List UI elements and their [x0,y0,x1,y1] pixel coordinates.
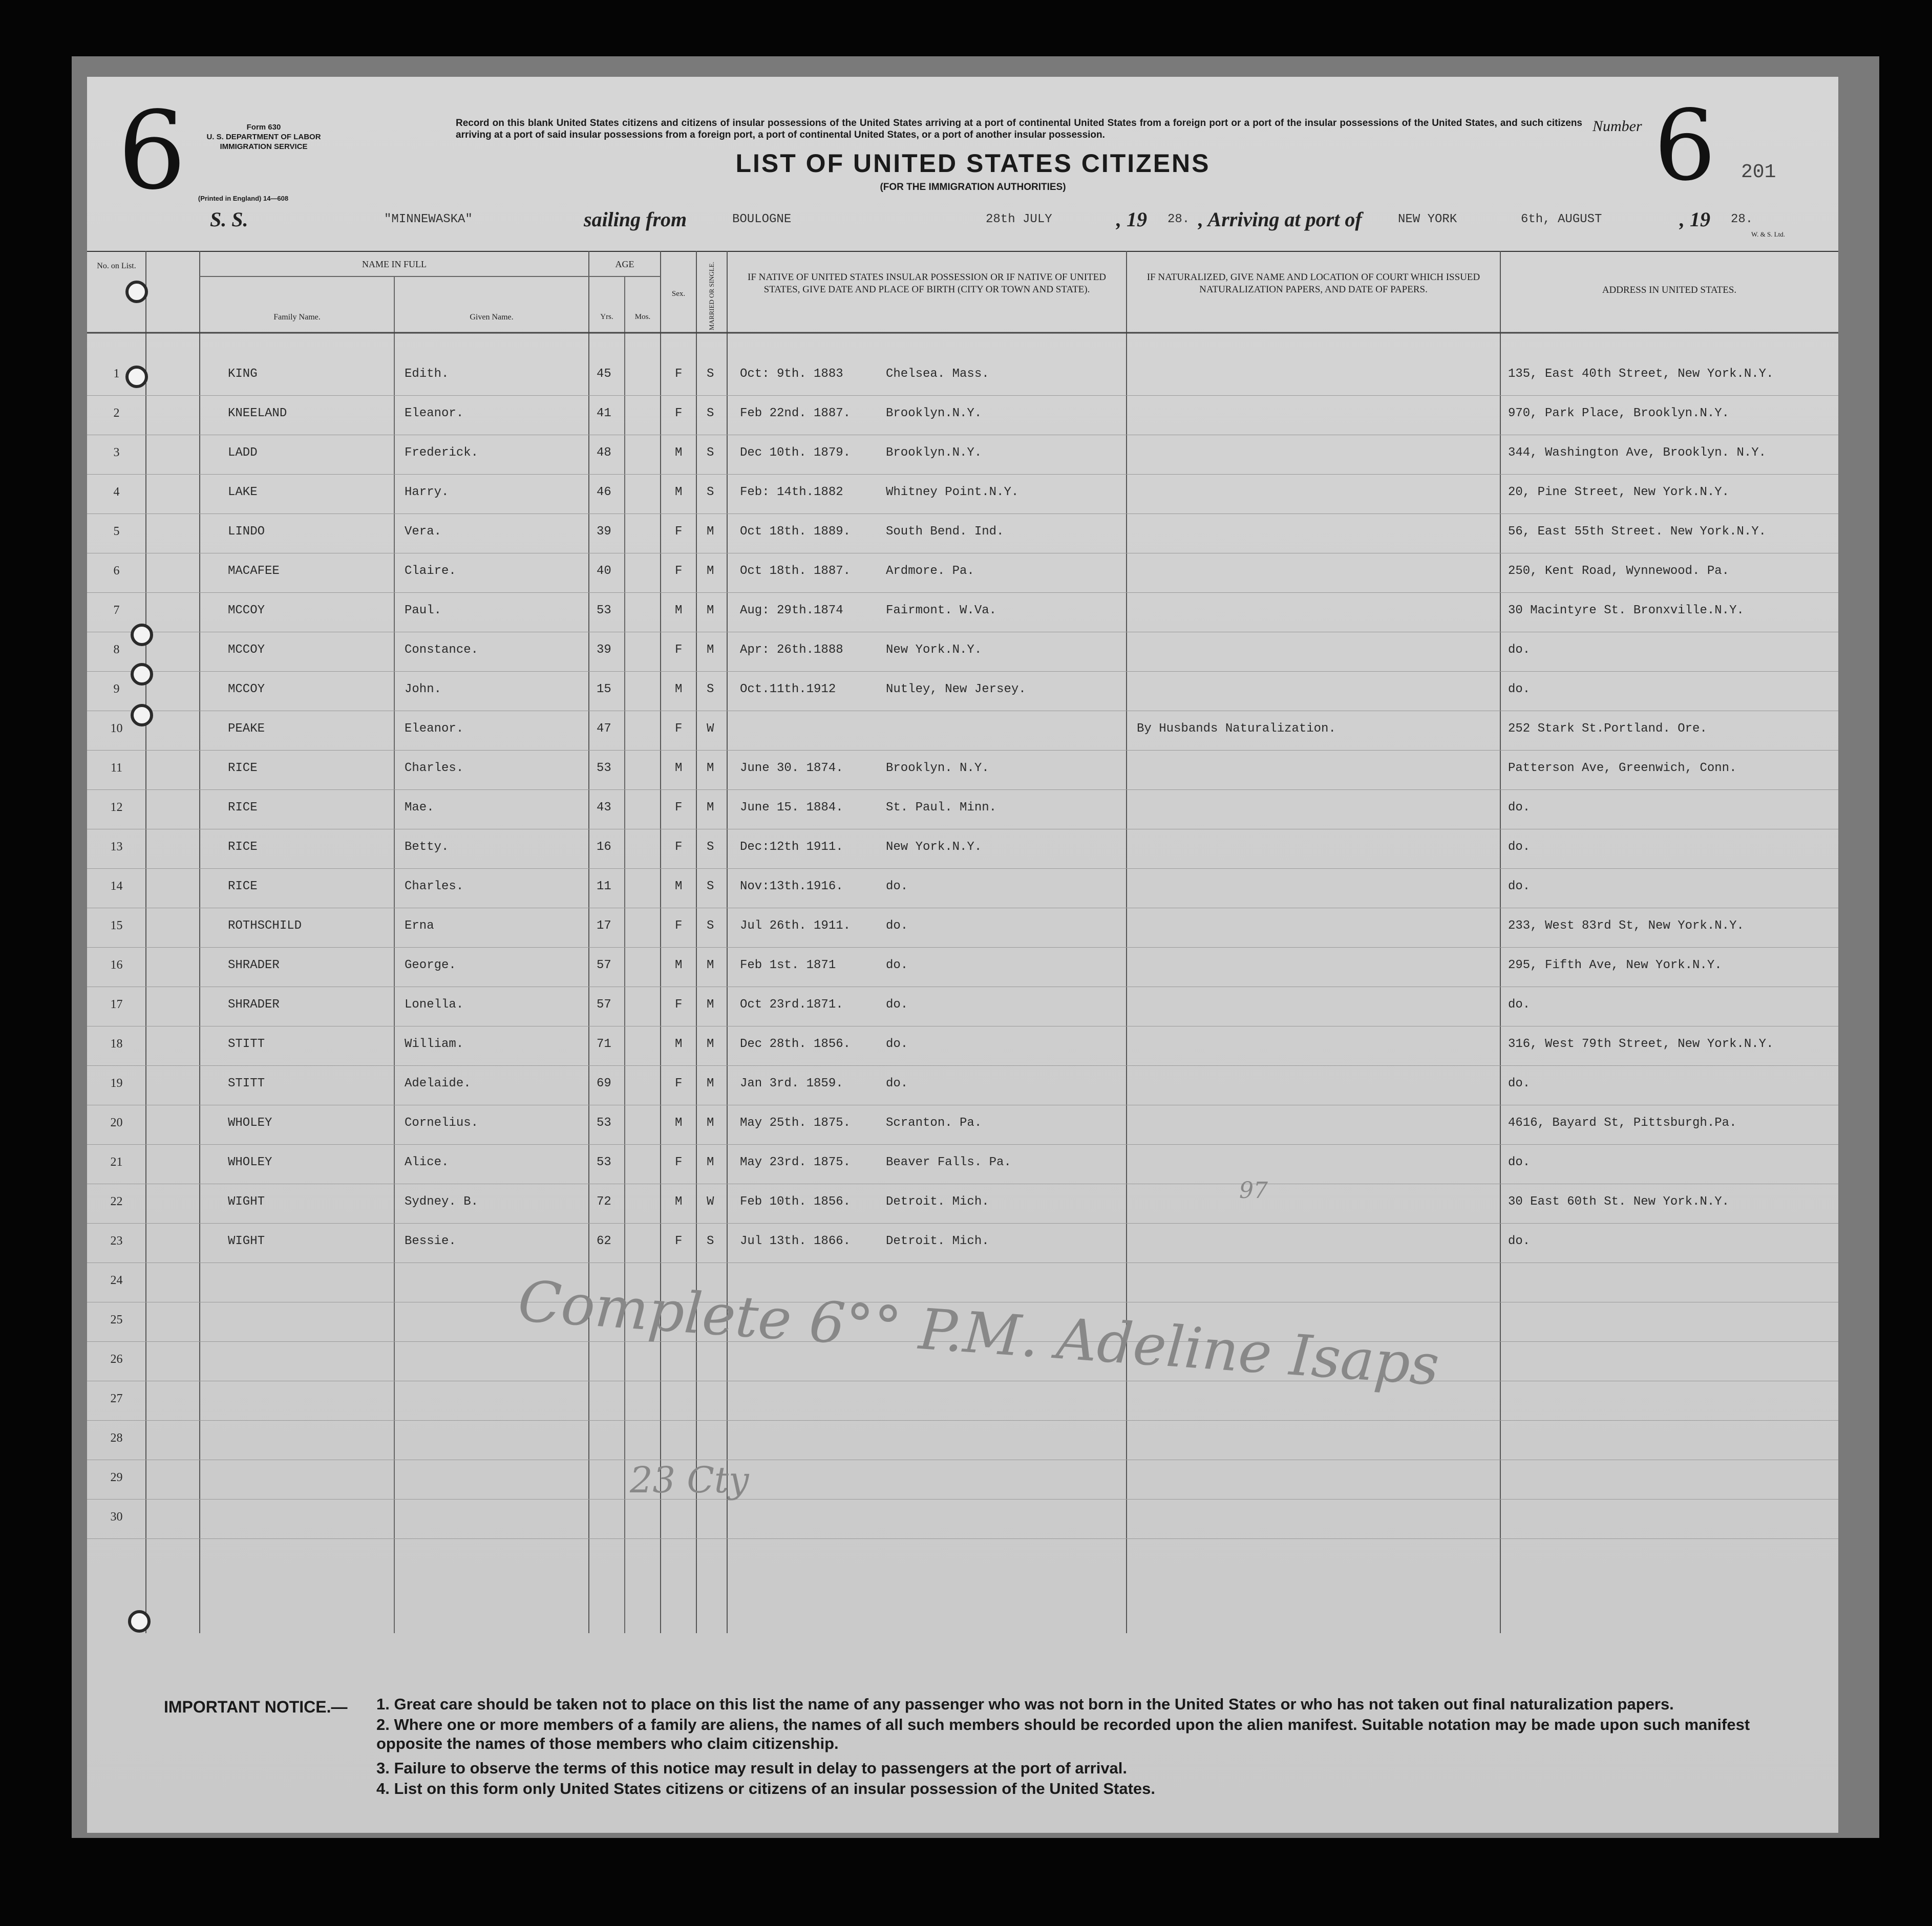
row-number: 12 [110,801,123,814]
notice-item-3: 3. Failure to observe the terms of this notice may result in delay to passengers at the port of arrival. [376,1759,1128,1777]
cell-given: Eleanor. [405,406,464,420]
cell-place: do. [886,1077,908,1090]
cell-given: Constance. [405,643,479,657]
arrival-date: 6th, AUGUST [1521,212,1602,226]
cell-family: LINDO [228,525,265,539]
cell-place: St. Paul. Minn. [886,801,997,815]
cell-date: Jul 26th. 1911. [740,919,851,933]
row-number: 2 [113,406,120,420]
cell-given: Betty. [405,840,449,854]
cell-sex: M [675,485,683,499]
binder-hole [125,366,148,388]
cell-addr: do. [1508,1155,1531,1169]
cell-date: Apr: 26th.1888 [740,643,843,657]
cell-yrs: 15 [597,682,611,696]
cell-family: RICE [228,840,258,854]
sheet-number-left: 6 [118,88,186,213]
col-married-single: MARRIED OR SINGLE. [707,262,715,331]
cell-family: MCCOY [228,682,265,696]
cell-place: Chelsea. Mass. [886,367,989,381]
cell-family: RICE [228,761,258,775]
cell-place: Nutley, New Jersey. [886,682,1026,696]
cell-yrs: 71 [597,1037,611,1051]
cell-sex: F [675,1077,683,1090]
cell-addr: do. [1508,801,1531,815]
ship-name: "MINNEWASKA" [384,212,473,226]
ss-label: S. S. [210,208,248,231]
page-number: 201 [1741,161,1776,183]
cell-addr: 4616, Bayard St, Pittsburgh.Pa. [1508,1116,1737,1130]
cell-date: Jul 13th. 1866. [740,1234,851,1248]
cell-date: Feb 1st. 1871 [740,958,836,972]
row-number: 24 [110,1274,123,1287]
cell-ms: M [707,604,714,617]
cell-given: Edith. [405,367,449,381]
notice-item-1: 1. Great care should be taken not to place on this list the name of any passenger who was not born in the United States or who has not taken out final naturalization papers. [376,1695,1674,1713]
cell-ms: M [707,998,714,1012]
cell-ms: M [707,564,714,578]
cell-family: WIGHT [228,1195,265,1209]
cell-yrs: 11 [597,880,611,893]
table-row [87,1381,1838,1421]
table-row [87,711,1838,751]
service: IMMIGRATION SERVICE [220,142,308,151]
cell-addr: 250, Kent Road, Wynnewood. Pa. [1508,564,1730,578]
cell-addr: 252 Stark St.Portland. Ore. [1508,722,1707,736]
row-number: 18 [110,1037,123,1051]
cell-sex: F [675,1155,683,1169]
cell-date: June 15. 1884. [740,801,843,815]
cell-sex: F [675,998,683,1012]
cell-given: Frederick. [405,446,479,460]
binder-hole [131,624,153,646]
cell-addr: 30 East 60th St. New York.N.Y. [1508,1195,1730,1209]
arriving-label: , Arriving at port of [1198,208,1362,231]
cell-family: SHRADER [228,998,280,1012]
cell-date: Jan 3rd. 1859. [740,1077,843,1090]
cell-addr: 30 Macintyre St. Bronxville.N.Y. [1508,604,1744,617]
cell-date: Oct: 9th. 1883 [740,367,843,381]
cell-ms: S [707,880,714,893]
table-row [87,671,1838,711]
cell-addr: do. [1508,880,1531,893]
cell-place: do. [886,919,908,933]
table-row [87,1144,1838,1184]
notice-item-2: 2. Where one or more members of a family are aliens, the names of all such members should be recorded upon the alien manifest. Suitable notation may be made upon such manifest opposite the names of those members who claim citizenship. [376,1716,1750,1753]
table-row [87,1105,1838,1145]
table-row [87,592,1838,632]
arrival-year-prefix: , 19 [1680,208,1710,231]
completion-note: Complete 6°° P.M. Adeline Isaps [516,1268,1441,1398]
cell-given: Cornelius. [405,1116,479,1130]
cell-sex: M [675,761,683,775]
row-number: 17 [110,998,123,1011]
cell-given: Alice. [405,1155,449,1169]
cell-date: Nov:13th.1916. [740,880,843,893]
table-row [87,789,1838,829]
col-naturalized: IF NATURALIZED, GIVE NAME AND LOCATION OF COURT WHICH ISSUED NATURALIZATION PAPERS, AND DATE OF PAPERS. [1147,272,1480,295]
cell-ms: M [707,958,714,972]
cell-given: John. [405,682,442,696]
cell-ms: M [707,525,714,539]
row-number: 26 [110,1353,123,1366]
printer-mark: W. & S. Ltd. [1751,230,1785,238]
col-given-name: Given Name. [470,313,514,322]
row-number: 23 [110,1234,123,1248]
cell-family: KNEELAND [228,406,287,420]
cell-yrs: 53 [597,1116,611,1130]
cell-yrs: 40 [597,564,611,578]
cell-ms: S [707,682,714,696]
row-number: 14 [110,880,123,893]
form-info [179,123,348,152]
cell-given: Paul. [405,604,442,617]
binder-hole [128,1610,151,1633]
cell-place: do. [886,1037,908,1051]
cell-addr: 56, East 55th Street. New York.N.Y. [1508,525,1767,539]
cell-family: WHOLEY [228,1116,272,1130]
row-number: 19 [110,1077,123,1090]
cell-given: Harry. [405,485,449,499]
table-row [87,395,1838,435]
cell-date: May 23rd. 1875. [740,1155,851,1169]
cell-family: RICE [228,880,258,893]
row-number: 9 [113,682,120,696]
cell-sex: F [675,525,683,539]
department: U. S. DEPARTMENT OF LABOR [206,132,321,141]
row-number: 16 [110,958,123,972]
table-row [87,1262,1838,1302]
notice-item-4: 4. List on this form only United States citizens or citizens of an insular possession of the United States. [376,1780,1155,1797]
cell-yrs: 53 [597,1155,611,1169]
col-sex: Sex. [671,290,686,298]
arrival-year: 28. [1731,212,1753,226]
table-row [87,1026,1838,1066]
sheet-number-right: 6 [1654,89,1716,202]
row-number: 8 [113,643,120,656]
cell-family: MCCOY [228,604,265,617]
cell-date: Feb 10th. 1856. [740,1195,851,1209]
cell-place: do. [886,958,908,972]
cell-ms: M [707,1116,714,1130]
cell-ms: S [707,919,714,933]
passenger-table [87,356,1838,1585]
cell-ms: S [707,446,714,460]
cell-sex: M [675,446,683,460]
cell-sex: F [675,564,683,578]
cell-date: Dec 10th. 1879. [740,446,851,460]
cell-place: Detroit. Mich. [886,1234,989,1248]
manifest-sheet [87,77,1838,1833]
cell-yrs: 57 [597,998,611,1012]
table-row [87,987,1838,1026]
cell-family: STITT [228,1077,265,1090]
cell-given: William. [405,1037,464,1051]
cell-ms: M [707,1037,714,1051]
cell-sex: M [675,1195,683,1209]
cell-addr: 970, Park Place, Brooklyn.N.Y. [1508,406,1730,420]
cell-given: Sydney. B. [405,1195,479,1209]
cell-sex: M [675,604,683,617]
table-row [87,632,1838,672]
nat-mark: 97 [1239,1178,1268,1204]
cell-yrs: 46 [597,485,611,499]
table-row [87,1065,1838,1105]
cell-ms: S [707,1234,714,1248]
row-number: 10 [110,722,123,735]
page-subtitle: (FOR THE IMMIGRATION AUTHORITIES) [880,182,1066,192]
cell-addr: do. [1508,1234,1531,1248]
table-row [87,356,1838,396]
cell-sex: F [675,1234,683,1248]
table-row [87,1184,1838,1224]
row-number: 30 [110,1510,123,1524]
cell-sex: M [675,958,683,972]
cell-yrs: 53 [597,761,611,775]
cell-sex: F [675,801,683,815]
table-row [87,868,1838,908]
row-number: 22 [110,1195,123,1208]
cell-ms: S [707,406,714,420]
cell-date: Dec:12th 1911. [740,840,843,854]
cell-place: Brooklyn. N.Y. [886,761,989,775]
cell-given: Charles. [405,880,464,893]
cell-date: Feb 22nd. 1887. [740,406,851,420]
col-no: No. on List. [97,262,136,270]
cell-family: KING [228,367,258,381]
record-instructions: Record on this blank United States citizens and citizens of insular possessions of the United States arriving at a port of continental United States from a foreign port or a port of the insular possessions of the United States, and such citizens arriving at a port of said insular possessions from a foreign port, a port of continental United States, or a port of another insular possession. [456,118,1582,140]
count-note: 23 Cty [630,1459,749,1501]
cell-yrs: 69 [597,1077,611,1090]
cell-given: Mae. [405,801,434,815]
cell-ms: M [707,801,714,815]
table-row [87,750,1838,790]
cell-place: South Bend. Ind. [886,525,1004,539]
cell-yrs: 62 [597,1234,611,1248]
col-address: ADDRESS IN UNITED STATES. [1602,285,1737,295]
col-age: AGE [615,259,634,269]
table-row [87,435,1838,475]
table-row [87,829,1838,869]
table-row [87,908,1838,948]
cell-given: George. [405,958,456,972]
cell-date: June 30. 1874. [740,761,843,775]
row-number: 11 [110,761,123,775]
cell-addr: do. [1508,682,1531,696]
row-number: 27 [110,1392,123,1405]
number-label: Number [1593,118,1642,135]
cell-family: WIGHT [228,1234,265,1248]
cell-sex: M [675,1116,683,1130]
cell-nat: By Husbands Naturalization. [1137,722,1336,736]
row-number: 5 [113,525,120,538]
cell-place: New York.N.Y. [886,840,982,854]
table-row [87,947,1838,987]
cell-given: Lonella. [405,998,464,1012]
binder-hole [131,663,153,686]
page-title: LIST OF UNITED STATES CITIZENS [735,149,1211,178]
cell-addr: 344, Washington Ave, Brooklyn. N.Y. [1508,446,1767,460]
cell-place: Brooklyn.N.Y. [886,446,982,460]
cell-yrs: 48 [597,446,611,460]
form-no: Form 630 [246,123,281,132]
table-row [87,1499,1838,1539]
row-number: 6 [113,564,120,577]
cell-given: Erna [405,919,434,933]
cell-yrs: 53 [597,604,611,617]
cell-date: Feb: 14th.1882 [740,485,843,499]
cell-given: Eleanor. [405,722,464,736]
cell-family: LADD [228,446,258,460]
row-number: 25 [110,1313,123,1326]
cell-yrs: 39 [597,525,611,539]
cell-yrs: 47 [597,722,611,736]
cell-addr: do. [1508,840,1531,854]
cell-date: Aug: 29th.1874 [740,604,843,617]
cell-place: Brooklyn.N.Y. [886,406,982,420]
cell-addr: 233, West 83rd St, New York.N.Y. [1508,919,1744,933]
cell-sex: F [675,919,683,933]
cell-ms: M [707,1077,714,1090]
cell-place: Whitney Point.N.Y. [886,485,1019,499]
row-number: 20 [110,1116,123,1129]
cell-date: Dec 28th. 1856. [740,1037,851,1051]
cell-sex: M [675,880,683,893]
cell-ms: W [707,722,714,736]
col-family-name: Family Name. [273,313,321,322]
cell-ms: S [707,367,714,381]
cell-yrs: 72 [597,1195,611,1209]
cell-addr: do. [1508,643,1531,657]
row-number: 4 [113,485,120,499]
cell-sex: F [675,722,683,736]
cell-given: Adelaide. [405,1077,471,1090]
cell-sex: F [675,367,683,381]
sail-year: 28. [1167,212,1190,226]
cell-family: PEAKE [228,722,265,736]
cell-yrs: 39 [597,643,611,657]
cell-yrs: 17 [597,919,611,933]
cell-place: Ardmore. Pa. [886,564,974,578]
cell-ms: M [707,761,714,775]
cell-sex: F [675,406,683,420]
cell-given: Charles. [405,761,464,775]
arrival-port: NEW YORK [1398,212,1457,226]
table-row [87,553,1838,593]
cell-family: SHRADER [228,958,280,972]
cell-place: do. [886,880,908,893]
cell-addr: Patterson Ave, Greenwich, Conn. [1508,761,1737,775]
col-mos: Mos. [634,313,651,321]
cell-family: STITT [228,1037,265,1051]
table-row [87,1460,1838,1500]
printed-note: (Printed in England) 14—608 [198,195,289,202]
cell-addr: 295, Fifth Ave, New York.N.Y. [1508,958,1722,972]
cell-yrs: 57 [597,958,611,972]
cell-sex: F [675,840,683,854]
cell-date: Oct 18th. 1889. [740,525,851,539]
cell-family: WHOLEY [228,1155,272,1169]
cell-given: Bessie. [405,1234,456,1248]
row-number: 29 [110,1471,123,1484]
cell-place: Beaver Falls. Pa. [886,1155,1011,1169]
cell-sex: M [675,682,683,696]
col-yrs: Yrs. [600,313,613,321]
row-number: 7 [113,604,120,617]
sail-date: 28th JULY [986,212,1052,226]
sailing-label: sailing from [584,208,687,231]
cell-ms: S [707,840,714,854]
cell-place: do. [886,998,908,1012]
cell-place: Fairmont. W.Va. [886,604,997,617]
cell-sex: F [675,643,683,657]
table-row [87,513,1838,553]
cell-place: New York.N.Y. [886,643,982,657]
row-number: 3 [113,446,120,459]
cell-ms: M [707,1155,714,1169]
notice-label: IMPORTANT NOTICE.— [164,1698,348,1716]
cell-place: Detroit. Mich. [886,1195,989,1209]
year-prefix: , 19 [1116,208,1147,231]
col-name-in-full: NAME IN FULL [362,259,427,269]
cell-addr: 135, East 40th Street, New York.N.Y. [1508,367,1774,381]
cell-yrs: 43 [597,801,611,815]
table-row [87,1420,1838,1460]
cell-given: Claire. [405,564,456,578]
cell-given: Vera. [405,525,442,539]
cell-date: May 25th. 1875. [740,1116,851,1130]
cell-addr: do. [1508,1077,1531,1090]
cell-date: Oct.11th.1912 [740,682,836,696]
cell-family: LAKE [228,485,258,499]
from-port: BOULOGNE [732,212,792,226]
cell-ms: W [707,1195,714,1209]
cell-sex: M [675,1037,683,1051]
cell-ms: M [707,643,714,657]
cell-addr: 20, Pine Street, New York.N.Y. [1508,485,1730,499]
cell-place: Scranton. Pa. [886,1116,982,1130]
cell-yrs: 45 [597,367,611,381]
row-number: 1 [113,367,120,380]
cell-family: RICE [228,801,258,815]
col-birth: IF NATIVE OF UNITED STATES INSULAR POSSESSION OR IF NATIVE OF UNITED STATES, GIVE DATE AND PLACE OF BIRTH (CITY OR TOWN AND STATE). [748,272,1106,295]
binder-hole [125,281,148,303]
row-number: 15 [110,919,123,932]
row-number: 13 [110,840,123,853]
table-row [87,1223,1838,1263]
cell-yrs: 16 [597,840,611,854]
row-number: 21 [110,1155,123,1169]
cell-family: MCCOY [228,643,265,657]
cell-family: MACAFEE [228,564,280,578]
cell-addr: do. [1508,998,1531,1012]
cell-date: Oct 23rd.1871. [740,998,843,1012]
binder-hole [131,704,153,726]
cell-family: ROTHSCHILD [228,919,302,933]
cell-addr: 316, West 79th Street, New York.N.Y. [1508,1037,1774,1051]
cell-ms: S [707,485,714,499]
row-number: 28 [110,1431,123,1445]
cell-yrs: 41 [597,406,611,420]
cell-date: Oct 18th. 1887. [740,564,851,578]
table-row [87,474,1838,514]
